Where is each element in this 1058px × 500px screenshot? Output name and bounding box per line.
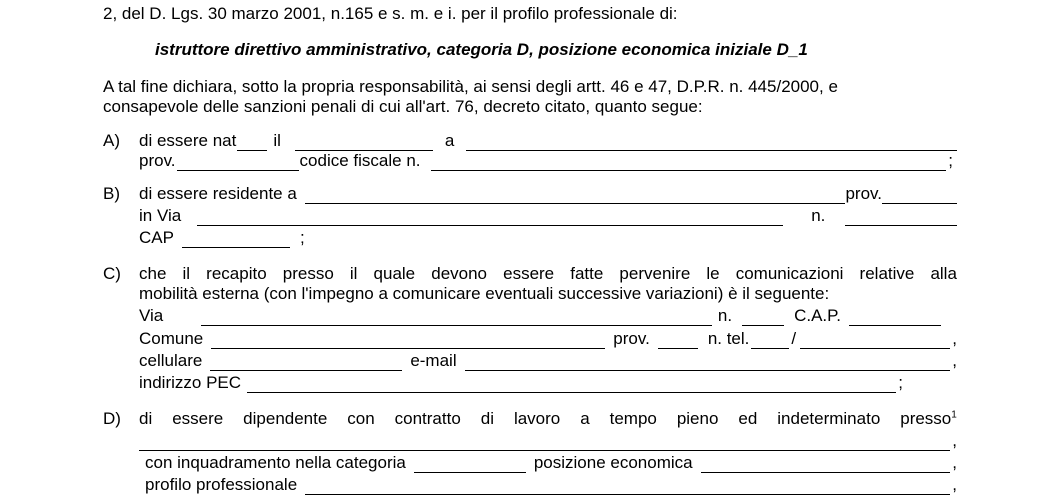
section-d-row-2: con inquadramento nella categoria posizione economica , <box>145 453 957 472</box>
residence-street-field[interactable] <box>197 210 783 226</box>
section-b-row-3 <box>139 228 305 248</box>
section-c-row-4: indirizzo PEC ; <box>139 373 903 392</box>
employer-field[interactable] <box>139 435 950 451</box>
footnote-marker: 1 <box>951 409 957 421</box>
birth-place-field[interactable] <box>466 135 957 151</box>
born-label: di essere nat <box>139 131 237 150</box>
section-c-text-1: che il recapito presso il quale devono essere fatte pervenire le comunicazioni relative alla <box>139 264 957 283</box>
section-c-row-3: cellulare e-mail , <box>139 351 957 370</box>
phone-number-field[interactable] <box>800 333 950 349</box>
postal-code-label: CAP <box>139 228 174 247</box>
email-label: e-mail <box>410 351 457 370</box>
residence-province-label: prov. <box>845 184 882 203</box>
section-c-row-1 <box>139 306 941 326</box>
section-a-row-2 <box>139 151 953 171</box>
tax-code-field[interactable] <box>431 155 947 171</box>
phone-prefix-field[interactable] <box>751 333 789 349</box>
gender-suffix-field[interactable] <box>237 135 267 151</box>
declaration-line-2: consapevole delle sanzioni penali di cui all'art. 76, decreto citato, quanto segue: <box>103 97 703 116</box>
category-label: con inquadramento nella categoria <box>145 453 406 472</box>
section-b-label: B) <box>103 184 120 203</box>
section-d-row-3: profilo professionale , <box>145 475 957 494</box>
address-province-field[interactable] <box>658 333 698 349</box>
mobile-field[interactable] <box>210 355 402 371</box>
address-province-label: prov. <box>613 329 650 348</box>
professional-profile-field[interactable] <box>305 479 950 495</box>
phone-label: n. tel. <box>707 329 750 348</box>
section-b-row-2 <box>139 206 957 226</box>
section-c-text-2: mobilità esterna (con l'impegno a comunicare eventuali successive variazioni) è il seguente: <box>139 284 830 303</box>
address-cap-field[interactable] <box>849 310 941 326</box>
professional-profile-label: profilo professionale <box>145 475 298 494</box>
section-d-label: D) <box>103 409 121 428</box>
section-a-row-1 <box>139 131 957 151</box>
section-a-label: A) <box>103 131 120 150</box>
section-d-row-1: , <box>139 431 957 451</box>
economic-position-label: posizione economica <box>533 453 693 472</box>
address-cap-label: C.A.P. <box>794 306 841 325</box>
residence-city-field[interactable] <box>305 188 846 204</box>
phone-separator: / <box>791 329 797 348</box>
mobile-label: cellulare <box>139 351 203 370</box>
section-d-text-1: di essere dipendente con contratto di lavoro a tempo pieno ed indeterminato presso$^1$ <box>139 409 957 428</box>
profile-title: istruttore direttivo amministrativo, categoria D, posizione economica iniziale D_1 <box>155 40 808 59</box>
address-street-field[interactable] <box>201 310 712 326</box>
street-label: in Via <box>139 206 182 225</box>
address-street-label: Via <box>139 306 164 325</box>
intro-line: 2, del D. Lgs. 30 marzo 2001, n.165 e s. m. e i. per il profilo professionale di: <box>103 4 678 23</box>
address-number-label: n. <box>717 306 733 325</box>
birth-province-field[interactable] <box>177 155 299 171</box>
economic-position-field[interactable] <box>701 457 951 473</box>
house-number-field[interactable] <box>845 210 957 226</box>
section-c-label: C) <box>103 264 121 283</box>
province-label: prov. <box>139 151 176 170</box>
pec-label: indirizzo PEC <box>139 373 242 392</box>
birth-place-label: a <box>444 131 455 150</box>
email-field[interactable] <box>465 355 951 371</box>
tax-code-label: codice fiscale n. <box>299 151 421 170</box>
section-b-end: ; <box>299 228 305 247</box>
house-number-label: n. <box>811 206 826 225</box>
category-field[interactable] <box>414 457 526 473</box>
section-a-end: ; <box>948 151 953 170</box>
pec-field[interactable] <box>247 377 896 393</box>
residence-label: di essere residente a <box>139 184 297 203</box>
municipality-field[interactable] <box>211 333 605 349</box>
section-c-row-2: Comune prov. n. tel. / , <box>139 329 957 348</box>
postal-code-field[interactable] <box>182 232 290 248</box>
declaration-line-1: A tal fine dichiara, sotto la propria responsabilità, ai sensi degli artt. 46 e 47, D.P.R. n. 445/2000, e <box>103 77 838 96</box>
section-b-row-1 <box>139 184 957 204</box>
address-number-field[interactable] <box>742 310 784 326</box>
residence-province-field[interactable] <box>882 188 957 204</box>
birth-date-field[interactable] <box>295 135 433 151</box>
birth-date-label: il <box>273 131 281 150</box>
municipality-label: Comune <box>139 329 204 348</box>
